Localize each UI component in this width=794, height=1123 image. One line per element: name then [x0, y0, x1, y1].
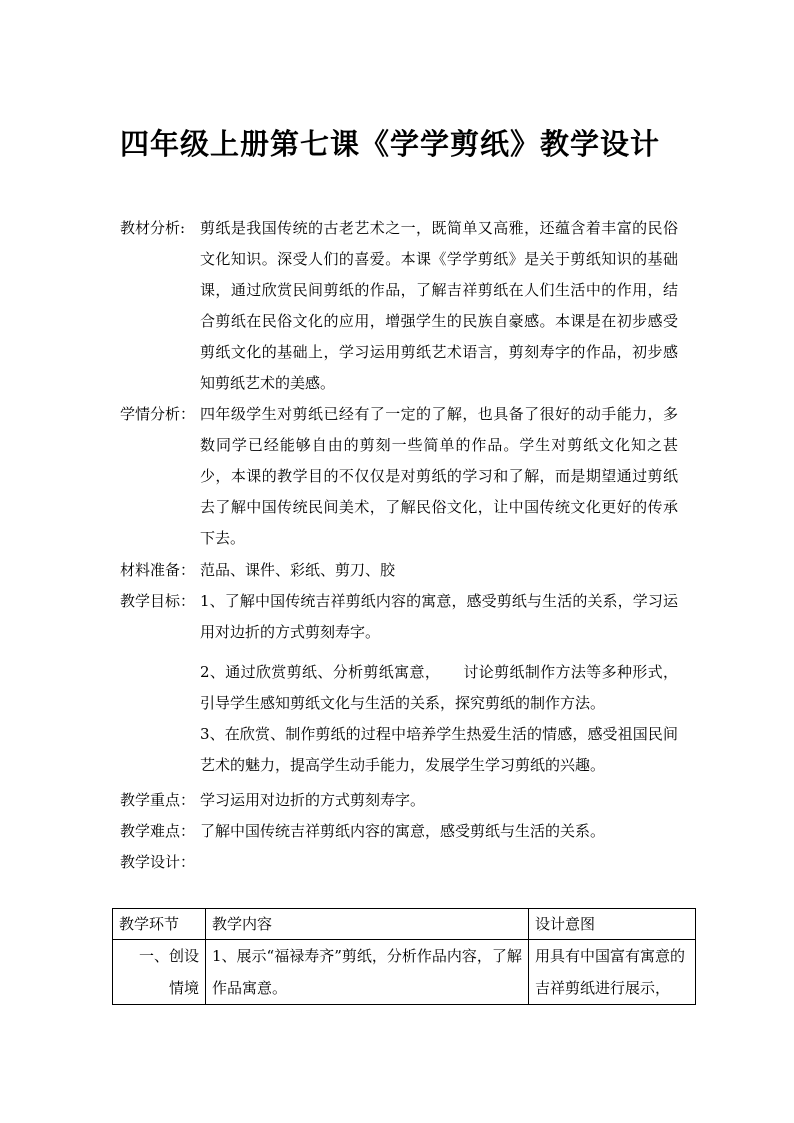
stage-name-line: 一、创设	[138, 947, 199, 965]
content-cell: 1、展示“福禄寿齐”剪纸，分析作品内容，了解作品寓意。	[206, 940, 529, 1005]
section-text: 了解中国传统吉祥剪纸内容的寓意，感受剪纸与生活的关系。	[200, 822, 606, 840]
table-header-row	[113, 909, 696, 940]
table-row	[113, 940, 696, 1005]
section-label: 学情分析：	[120, 405, 196, 423]
section-label: 教学设计：	[120, 853, 196, 871]
section-text: 学习运用对边折的方式剪刻寿字。	[200, 791, 426, 809]
stage-name-line: 情境	[168, 979, 199, 997]
section-label: 教学目标：	[120, 592, 196, 610]
goal-item: 1、了解中国传统吉祥剪纸内容的寓意，感受剪纸与生活的关系，学习运用对边折的方式剪刻寿字。	[200, 592, 678, 641]
goal-item: 2、通过欣赏剪纸、分析剪纸寓意， 讨论剪纸制作方法等多种形式，引导学生感知剪纸文化与生活的关系，探究剪纸的制作方法。	[200, 663, 678, 712]
header-cell: 教学环节	[113, 909, 206, 940]
section-text: 四年级学生对剪纸已经有了一定的了解，也具备了很好的动手能力，多数同学已经能够自由的剪刻一些简单的作品。学生对剪纸文化知之甚少，本课的教学目的不仅仅是对剪纸的学习和了解，而是期望通过剪纸去了解中国传统民间美术，了解民俗文化，让中国传统文化更好的传承下去。	[200, 405, 678, 547]
intent-cell: 用具有中国富有寓意的吉祥剪纸进行展示，	[529, 940, 696, 1005]
goal-item: 3、在欣赏、制作剪纸的过程中培养学生热爱生活的情感，感受祖国民间艺术的魅力，提高学生动手能力，发展学生学习剪纸的兴趣。	[200, 725, 678, 774]
section-text: 剪纸是我国传统的古老艺术之一，既简单又高雅，还蕴含着丰富的民俗文化知识。深受人们的喜爱。本课《学学剪纸》是关于剪纸知识的基础课，通过欣赏民间剪纸的作品，了解吉祥剪纸在人们生活中的作用，结合剪纸在民俗文化的应用，增强学生的民族自豪感。本课是在初步感受剪纸文化的基础上，学习运用剪纸艺术语言，剪刻寿字的作品，初步感知剪纸艺术的美感。	[200, 219, 678, 392]
section-label: 材料准备：	[120, 561, 196, 579]
section-text	[200, 586, 678, 781]
section-label: 教学重点：	[120, 791, 196, 809]
lesson-plan-table	[112, 908, 696, 1005]
stage-cell	[113, 940, 206, 1005]
section-label: 教学难点：	[120, 822, 196, 840]
section-label: 教材分析:	[120, 219, 186, 237]
header-cell: 教学内容	[206, 909, 529, 940]
header-cell: 设计意图	[529, 909, 696, 940]
page-title: 四年级上册第七课《学学剪纸》教学设计	[120, 127, 661, 161]
section-text: 范品、课件、彩纸、剪刀、胶	[200, 561, 396, 579]
